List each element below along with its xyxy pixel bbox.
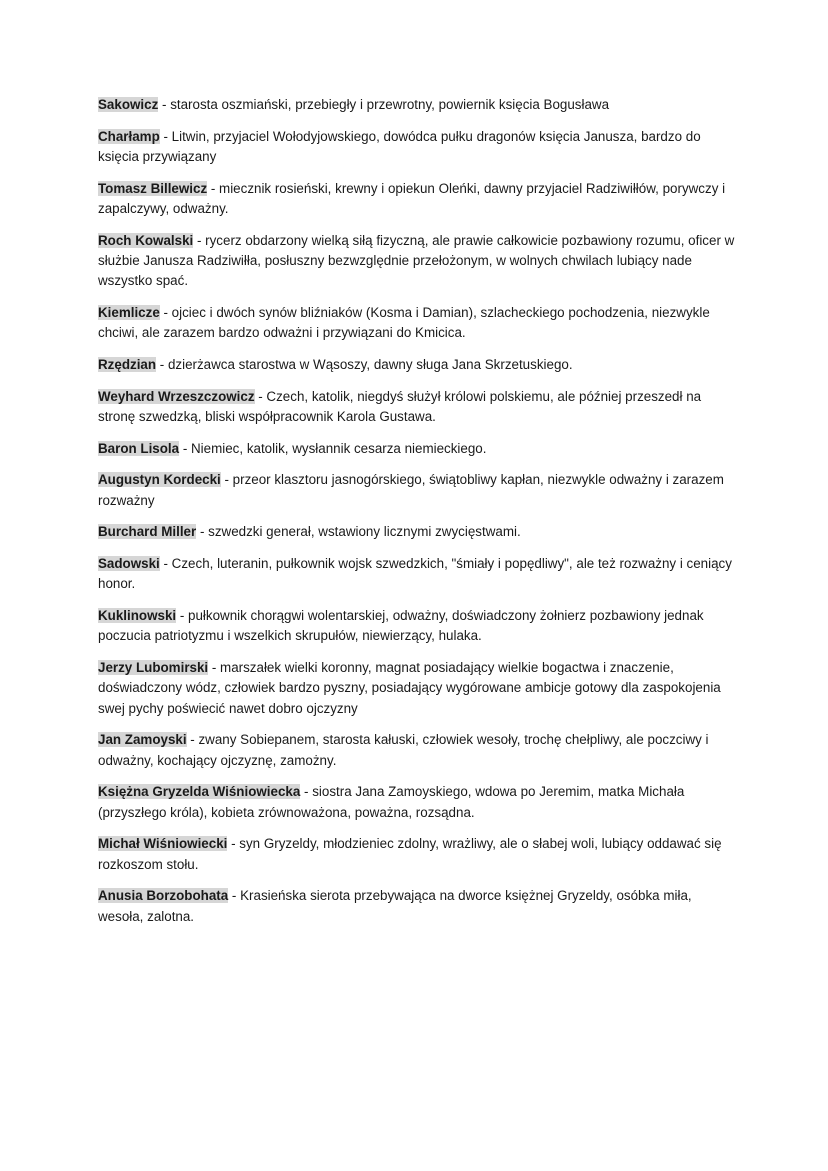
- list-item: [98, 179, 738, 220]
- list-item: [98, 522, 738, 542]
- character-name: Charłamp: [98, 128, 160, 144]
- list-item: [98, 231, 738, 292]
- character-description: - Litwin, przyjaciel Wołodyjowskiego, dowódca pułku dragonów księcia Janusza, bardzo do księcia przywiązany: [98, 128, 701, 164]
- character-description: - szwedzki generał, wstawiony licznymi zwycięstwami.: [196, 524, 521, 540]
- character-name: Anusia Borzobohata: [98, 888, 229, 904]
- character-name: Kuklinowski: [98, 607, 177, 623]
- character-description: - siostra Jana Zamoyskiego, wdowa po Jeremim, matka Michała (przyszłego króla), kobieta zrównoważona, poważna, rozsądna.: [98, 784, 685, 820]
- character-description: - dzierżawca starostwa w Wąsoszy, dawny sługa Jana Skrzetuskiego.: [156, 357, 573, 372]
- list-item: [98, 554, 738, 595]
- character-name: Księżna Gryzelda Wiśniowiecka: [98, 784, 301, 800]
- character-description: - pułkownik chorągwi wolentarskiej, odważny, doświadczony żołnierz pozbawiony jednak poczucia patriotyzmu i wszelkich skrupułów, niewierzący, hulaka.: [98, 607, 704, 644]
- character-description: - Czech, katolik, niegdyś służył królowi polskiemu, ale później przeszedł na stronę szwedzką, bliski współpracownik Karola Gustawa.: [98, 388, 702, 424]
- list-item: [98, 95, 738, 115]
- character-name: Weyhard Wrzeszczowicz: [98, 388, 255, 404]
- character-description: - rycerz obdarzony wielką siłą fizyczną, ale prawie całkowicie pozbawiony rozumu, oficer w służbie Janusza Radziwiłła, posłuszny bezwzględnie przełożonym, w wolnych chwilach lubiący nade wszystko spać.: [98, 232, 735, 289]
- character-description: - miecznik rosieński, krewny i opiekun Oleńki, dawny przyjaciel Radziwiłłów, porywczy i zapalczywy, odważny.: [98, 180, 726, 216]
- list-item: [98, 470, 738, 511]
- list-item: [98, 658, 738, 719]
- character-name: Augustyn Kordecki: [98, 472, 221, 488]
- character-name: Burchard Miller: [98, 524, 197, 540]
- character-name: Kiemlicze: [98, 305, 160, 320]
- character-description: - Niemiec, katolik, wysłannik cesarza niemieckiego.: [179, 440, 487, 456]
- character-description: - marszałek wielki koronny, magnat posiadający wielkie bogactwa i znaczenie, doświadczony wódz, człowiek bardzo pyszny, posiadający wygórowane ambicje gotowy dla zaspokojenia swej pychy poświecić nawet dobro ojczyzny: [98, 659, 721, 716]
- character-description: - ojciec i dwóch synów bliźniaków (Kosma i Damian), szlacheckiego pochodzenia, niezwykle chciwi, ale zarazem bardzo odważni i przywiązani do Kmicica.: [98, 305, 710, 341]
- list-item: [98, 127, 738, 168]
- list-item: [98, 730, 738, 771]
- list-item: [98, 782, 738, 823]
- character-description: - syn Gryzeldy, młodzieniec zdolny, wrażliwy, ale o słabej woli, lubiący oddawać się rozkoszom stołu.: [98, 836, 722, 872]
- character-name: Baron Lisola: [98, 440, 180, 456]
- character-description: - przeor klasztoru jasnogórskiego, świątobliwy kapłan, niezwykle odważny i zarazem rozważny: [98, 472, 724, 508]
- character-name: Jan Zamoyski: [98, 732, 187, 748]
- character-list: [98, 95, 738, 938]
- list-item: [98, 439, 738, 459]
- character-name: Roch Kowalski: [98, 232, 194, 248]
- list-item: [98, 387, 738, 428]
- list-item: [98, 886, 738, 927]
- character-name: Tomasz Billewicz: [98, 180, 208, 196]
- character-name: Rzędzian: [98, 357, 157, 372]
- character-name: Jerzy Lubomirski: [98, 659, 209, 675]
- list-item: [98, 303, 738, 344]
- character-name: Sakowicz: [98, 97, 159, 112]
- character-description: - starosta oszmiański, przebiegły i przewrotny, powiernik księcia Bogusława: [158, 97, 610, 112]
- character-name: Michał Wiśniowiecki: [98, 836, 228, 852]
- list-item: [98, 606, 738, 647]
- character-name: Sadowski: [98, 555, 160, 571]
- list-item: [98, 834, 738, 875]
- character-description: - Krasieńska sierota przebywająca na dworce księżnej Gryzeldy, osóbka miła, wesoła, zalotna.: [98, 888, 692, 924]
- list-item: [98, 355, 738, 375]
- character-description: - Czech, luteranin, pułkownik wojsk szwedzkich, "śmiały i popędliwy", ale też rozważny i ceniący honor.: [98, 555, 732, 592]
- character-description: - zwany Sobiepanem, starosta kałuski, człowiek wesoły, trochę chełpliwy, ale poczciwy i odważny, kochający ojczyznę, zamożny.: [98, 732, 709, 768]
